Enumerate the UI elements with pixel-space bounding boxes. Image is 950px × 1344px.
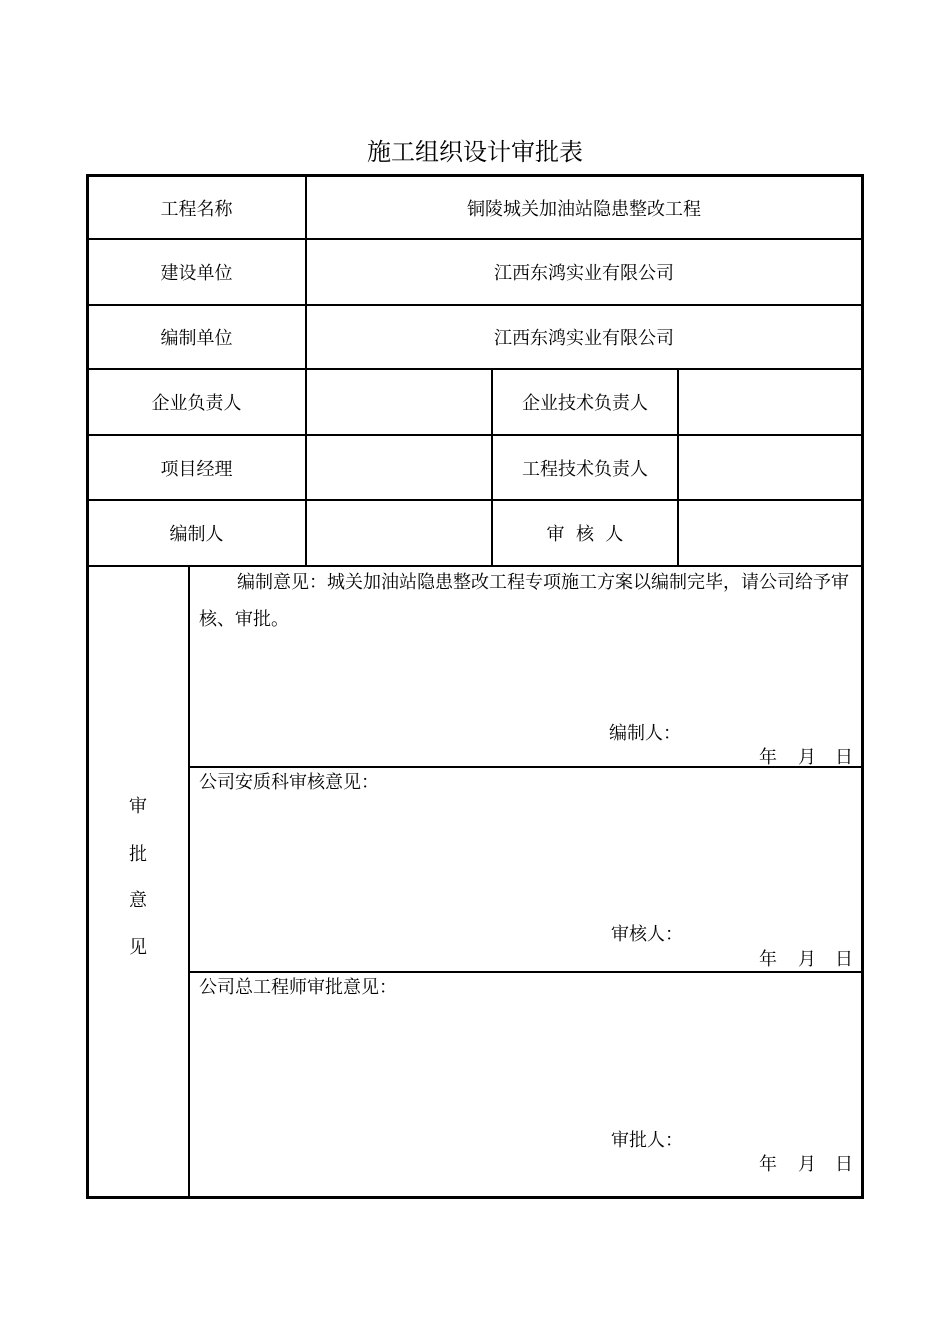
- compiler-value: [307, 501, 491, 565]
- enterprise-head-value: [307, 370, 491, 434]
- page-title: 施工组织设计审批表: [367, 138, 583, 166]
- table-border-right: [861, 174, 864, 1199]
- approval-column-divider: [188, 565, 190, 1199]
- approve-signer-label: 审批人：: [611, 1130, 683, 1151]
- compile-opinion-text: 编制意见：城关加油站隐患整改工程专项施工方案以编制完毕，请公司给予审核、审批。: [199, 572, 849, 630]
- compile-unit-label: 编制单位: [160, 328, 233, 349]
- approval-side-label-1: 审: [129, 796, 147, 817]
- project-name-label: 工程名称: [160, 198, 233, 220]
- enterprise-tech-head-value: [679, 370, 861, 434]
- approval-side-label-3: 意: [129, 890, 147, 911]
- date-month: 月: [798, 1154, 816, 1175]
- build-unit-value: 江西东鸿实业有限公司: [494, 263, 674, 284]
- compiler-label: 编制人: [169, 524, 224, 545]
- date-month: 月: [798, 949, 816, 970]
- date-day: 日: [835, 949, 853, 970]
- compile-unit-value: 江西东鸿实业有限公司: [494, 328, 674, 349]
- date-year: 年: [759, 1154, 777, 1175]
- date-year: 年: [759, 747, 777, 768]
- project-tech-head-value: [679, 436, 861, 499]
- safety-review-opinion-text: 公司安质科审核意见：: [199, 772, 379, 793]
- table-border-bottom: [86, 1196, 864, 1199]
- approval-side-label-2: 批: [129, 844, 147, 865]
- project-name-value: 铜陵城关加油站隐患整改工程: [467, 198, 701, 220]
- project-tech-head-label: 工程技术负责人: [522, 458, 648, 480]
- compile-signer-label: 编制人：: [609, 723, 681, 744]
- date-month: 月: [798, 747, 816, 768]
- enterprise-head-label: 企业负责人: [151, 393, 242, 414]
- reviewer-label: 审 核 人: [546, 524, 624, 545]
- project-manager-label: 项目经理: [160, 458, 233, 480]
- reviewer-value: [679, 501, 861, 565]
- chief-engineer-opinion-text: 公司总工程师审批意见：: [199, 977, 397, 998]
- enterprise-tech-head-label: 企业技术负责人: [522, 393, 648, 414]
- date-year: 年: [759, 949, 777, 970]
- date-day: 日: [835, 1154, 853, 1175]
- build-unit-label: 建设单位: [160, 263, 233, 284]
- review-signer-label: 审核人：: [611, 924, 683, 945]
- approval-side-label-4: 见: [129, 937, 147, 958]
- approve-date: [759, 1150, 853, 1176]
- project-manager-value: [307, 436, 491, 499]
- review-date: [759, 945, 853, 971]
- date-day: 日: [835, 747, 853, 768]
